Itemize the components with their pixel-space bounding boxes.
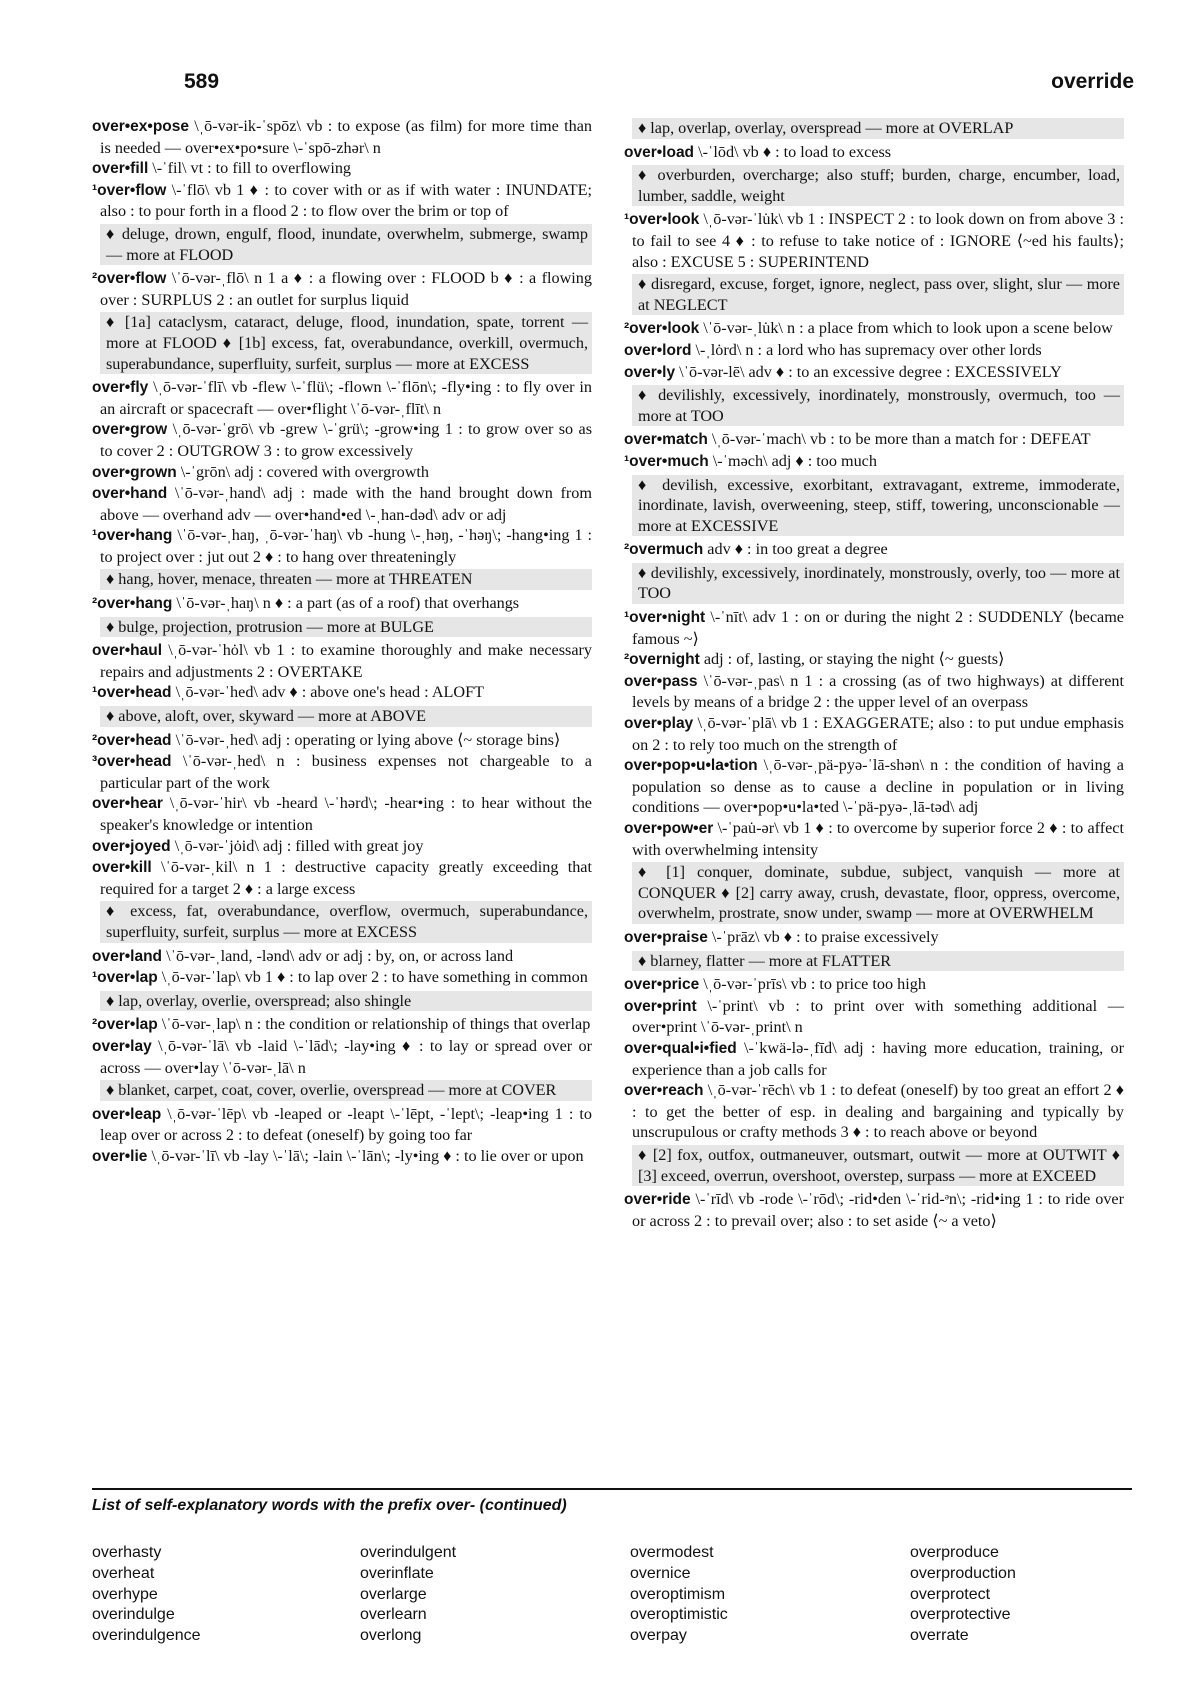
entry-definition: \ˈō-vər-ˌhaŋ\ n ♦ : a part (as of a roof) that overhangs xyxy=(172,594,520,613)
dictionary-entry xyxy=(92,1014,592,1036)
guide-word: override xyxy=(1051,70,1134,93)
entry-headword: over•ex•pose xyxy=(92,118,190,135)
entry-headword: over•lie xyxy=(92,1147,148,1165)
dictionary-entry xyxy=(624,755,1124,818)
word-list-item: overindulgence xyxy=(92,1627,201,1645)
word-list-item: overoptimistic xyxy=(630,1606,728,1624)
word-list-item: overindulgent xyxy=(360,1544,457,1561)
dictionary-entry xyxy=(92,377,592,419)
word-list-column xyxy=(92,1543,352,1647)
entry-definition: \-ˌlȯrd\ n : a lord who has supremacy over other lords xyxy=(691,340,1042,359)
dictionary-entry xyxy=(624,451,1124,473)
dictionary-entry xyxy=(92,967,592,989)
entry-definition: \ˌō-vər-ˈhir\ vb -heard \-ˈhərd\; -hear•ing : to hear without the speaker's knowledge or intention xyxy=(100,794,592,834)
dictionary-entry xyxy=(624,927,1124,949)
entry-headword: ²over•hang xyxy=(92,595,173,613)
section-divider xyxy=(92,1488,1132,1490)
entry-definition: \ˌō-vər-ˈlap\ vb 1 ♦ : to lap over 2 : to have something in common xyxy=(157,968,588,987)
dictionary-entry xyxy=(624,818,1124,860)
dictionary-entry xyxy=(92,525,592,567)
synonym-block: ♦ overburden, overcharge; also stuff; burden, charge, encumber, load, lumber, saddle, weight xyxy=(632,165,1124,206)
dictionary-entry xyxy=(624,713,1124,755)
dictionary-entry xyxy=(624,1080,1124,1143)
entry-headword: over•ride xyxy=(624,1191,691,1209)
entry-headword: ²over•look xyxy=(624,320,700,338)
word-list-item: overheat xyxy=(92,1564,155,1582)
entry-definition: \ˌō-vər-ˈhȯl\ vb 1 : to examine thoroughly and make necessary repairs and adjustments 2 : OVERTAKE xyxy=(100,641,592,681)
entry-definition: \ˈō-vər-ˌhed\ n : business expenses not chargeable to a particular part of the work xyxy=(100,752,592,792)
word-list-item: overlarge xyxy=(360,1585,427,1603)
entry-definition: \ˈō-vər-ˌland, -lənd\ adv or adj : by, on, or across land xyxy=(162,946,514,965)
entry-headword: ¹over•look xyxy=(624,211,700,229)
entry-headword: ²over•flow xyxy=(92,270,167,288)
dictionary-entry xyxy=(624,362,1124,384)
entry-headword: ¹over•hang xyxy=(92,527,173,545)
entry-headword: over•joyed xyxy=(92,837,171,855)
dictionary-entry xyxy=(92,793,592,835)
synonym-block: ♦ blanket, carpet, coat, cover, overlie, overspread — more at COVER xyxy=(100,1080,592,1101)
dictionary-entry xyxy=(624,539,1124,561)
dictionary-entry xyxy=(624,340,1124,362)
entry-definition: \-ˈnīt\ adv 1 : on or during the night 2 : SUDDENLY ⟨became famous ~⟩ xyxy=(632,608,1124,648)
entry-definition: \ˌō-vər-ˈhed\ adv ♦ : above one's head : ALOFT xyxy=(171,683,484,702)
entry-headword: over•load xyxy=(624,143,695,161)
dictionary-entry xyxy=(92,1104,592,1146)
entry-definition: \ˌō-vər-ˌpä-pyə-ˈlā-shən\ n : the condition of having a population so dense as to cause a decline in population or in living conditions — over•pop•u•la•ted \-ˈpä-pyə-ˌlā-təd\ adj xyxy=(632,756,1124,817)
entry-definition: \ˈō-vər-ˌhaŋ, ˌō-vər-ˈhaŋ\ vb -hung \-ˌhəŋ, -ˈhəŋ\; -hang•ing 1 : to project over : jut out 2 ♦ : to hang over threateningly xyxy=(100,526,592,566)
dictionary-entry xyxy=(92,730,592,752)
entry-headword: ¹over•head xyxy=(92,684,172,702)
synonym-block: ♦ blarney, flatter — more at FLATTER xyxy=(632,951,1124,972)
entry-headword: ²overnight xyxy=(624,651,700,669)
dictionary-entry xyxy=(92,158,592,180)
entry-headword: over•kill xyxy=(92,859,152,877)
dictionary-entry xyxy=(624,649,1124,671)
word-list-item: overindulge xyxy=(92,1606,175,1624)
synonym-block: ♦ devilishly, excessively, inordinately, monstrously, overmuch, too — more at TOO xyxy=(632,385,1124,426)
word-list-item: overproduce xyxy=(910,1544,999,1561)
dictionary-entry xyxy=(92,751,592,793)
synonym-block: ♦ [2] fox, outfox, outmaneuver, outsmart, outwit — more at OUTWIT ♦ [3] exceed, overrun, overshoot, overstep, surpass — more at EXCEED xyxy=(632,1145,1124,1186)
entry-headword: over•praise xyxy=(624,928,708,946)
entry-headword: over•hand xyxy=(92,485,168,503)
synonym-block: ♦ deluge, drown, engulf, flood, inundate, overwhelm, submerge, swamp — more at FLOOD xyxy=(100,224,592,265)
entry-definition: \-ˈməch\ adj ♦ : too much xyxy=(708,451,877,470)
entry-definition: \ˈō-vər-ˌhand\ adj : made with the hand brought down from above — overhand adv — over•hand•ed \-ˌhan-dəd\ adv or adj xyxy=(100,484,592,524)
synonym-block: ♦ disregard, excuse, forget, ignore, neglect, pass over, slight, slur — more at NEGLECT xyxy=(632,274,1124,315)
word-list-item: overrate xyxy=(910,1627,969,1645)
dictionary-entry xyxy=(624,429,1124,451)
entry-headword: over•pow•er xyxy=(624,820,714,837)
entry-headword: over•reach xyxy=(624,1082,704,1100)
entry-definition: \ˈō-vər-ˌflō\ n 1 a ♦ : a flowing over : FLOOD b ♦ : a flowing over : SURPLUS 2 : an outlet for surplus liquid xyxy=(100,269,592,309)
dictionary-entry xyxy=(624,1189,1124,1231)
entry-definition: \ˌō-vər-ˈlā\ vb -laid \-ˈlād\; -lay•ing ♦ : to lay or spread over or across — over•lay \ˈō-vər-ˌlā\ n xyxy=(100,1036,592,1077)
dictionary-entry xyxy=(92,180,592,222)
word-list-item: overoptimism xyxy=(630,1585,726,1603)
word-list-item: overhype xyxy=(92,1585,158,1603)
entry-headword: over•ly xyxy=(624,363,676,381)
synonym-block: ♦ above, aloft, over, skyward — more at ABOVE xyxy=(100,706,592,727)
dictionary-entry xyxy=(624,996,1124,1038)
entry-definition: \ˌō-vər-ˈrēch\ vb 1 : to defeat (oneself) by too great an effort 2 ♦ : to get the better of esp. in dealing and bargaining and typically by unscrupulous or crafty methods 3 ♦ : to reach above or beyond xyxy=(632,1081,1124,1142)
entry-definition: \-ˈfil\ vt : to fill to overflowing xyxy=(148,159,352,178)
entry-definition: adv ♦ : in too great a degree xyxy=(703,540,888,559)
synonym-block: ♦ hang, hover, menace, threaten — more at THREATEN xyxy=(100,569,592,590)
entry-headword: over•pass xyxy=(624,672,698,690)
entry-headword: over•grow xyxy=(92,421,168,439)
dictionary-entry xyxy=(624,142,1124,164)
entry-definition: \ˌō-vər-ˈgrō\ vb -grew \-ˈgrü\; -grow•ing 1 : to grow over so as to cover 2 : OUTGROW 3 : to grow excessively xyxy=(100,420,592,460)
word-list-item: overlearn xyxy=(360,1606,427,1624)
entry-headword: over•land xyxy=(92,947,163,965)
word-list-column xyxy=(360,1543,620,1647)
dictionary-entry xyxy=(92,640,592,682)
entry-definition: \-ˈpau̇-ər\ vb 1 ♦ : to overcome by superior force 2 ♦ : to affect with overwhelming intensity xyxy=(632,819,1124,859)
entry-headword: over•leap xyxy=(92,1105,162,1123)
word-list-item: overhasty xyxy=(92,1544,162,1561)
dictionary-entry xyxy=(624,1038,1124,1080)
entry-headword: over•fill xyxy=(92,160,149,178)
entry-definition: \ˌō-vər-ˈmach\ vb : to be more than a match for : DEFEAT xyxy=(707,430,1091,449)
synonym-block: ♦ [1] conquer, dominate, subdue, subject, vanquish — more at CONQUER ♦ [2] carry away, crush, devastate, floor, oppress, overcome, overwhelm, prostrate, snow under, swamp — more at OVERWHELM xyxy=(632,862,1124,924)
entry-headword: over•price xyxy=(624,976,700,994)
dictionary-entry xyxy=(92,116,592,158)
word-list-item: overlong xyxy=(360,1627,422,1645)
entry-definition: \-ˈprint\ vb : to print over with something additional — over•print \ˈō-vər-ˌprint\ n xyxy=(632,996,1124,1037)
dictionary-entry xyxy=(92,462,592,484)
entry-definition: \-ˈkwä-lə-ˌfīd\ adj : having more education, training, or experience than a job calls for xyxy=(632,1038,1124,1079)
entry-definition: \ˈō-vər-lē\ adv ♦ : to an excessive degree : EXCESSIVELY xyxy=(675,362,1062,381)
word-list-title: List of self-explanatory words with the prefix over- (continued) xyxy=(92,1497,567,1514)
entry-headword: ¹over•flow xyxy=(92,181,167,199)
synonym-block: ♦ lap, overlay, overlie, overspread; also shingle xyxy=(100,991,592,1012)
entry-definition: \ˌō-vər-ˈprīs\ vb : to price too high xyxy=(699,975,926,994)
synonym-block: ♦ lap, overlap, overlay, overspread — more at OVERLAP xyxy=(632,118,1124,139)
word-list-item: overprotect xyxy=(910,1585,991,1603)
entry-headword: over•print xyxy=(624,997,697,1015)
entry-definition: \ˈō-vər-ˌkil\ n 1 : destructive capacity greatly exceeding that required for a target 2 ♦ : a large excess xyxy=(100,858,592,898)
entry-definition: \ˈō-vər-ˌpas\ n 1 : a crossing (as of two highways) at different levels by means of a bridge 2 : the upper level of an overpass xyxy=(632,671,1124,712)
dictionary-entry xyxy=(92,593,592,615)
entry-definition: \ˌō-vər-ˈplā\ vb 1 : EXAGGERATE; also : to put undue emphasis on 2 : to rely too much on the strength of xyxy=(632,714,1124,754)
word-list-item: overmodest xyxy=(630,1544,714,1561)
left-column xyxy=(92,116,592,1168)
entry-definition: \ˈō-vər-ˌlap\ n : the condition or relationship of things that overlap xyxy=(157,1015,591,1034)
dictionary-entry xyxy=(92,682,592,704)
entry-headword: ²over•head xyxy=(92,731,172,749)
entry-headword: over•match xyxy=(624,431,708,449)
word-list-item: overprotective xyxy=(910,1606,1011,1624)
entry-headword: over•haul xyxy=(92,642,163,660)
entry-definition: \ˈō-vər-ˌlu̇k\ n : a place from which to look upon a scene below xyxy=(699,319,1113,338)
dictionary-entry xyxy=(92,268,592,310)
entry-headword: ¹over•lap xyxy=(92,969,158,987)
word-list-item: overpay xyxy=(630,1627,687,1645)
entry-headword: ¹over•night xyxy=(624,609,706,627)
entry-definition: \ˌō-vər-ˈlī\ vb -lay \-ˈlā\; -lain \-ˈlān\; -ly•ing ♦ : to lie over or upon xyxy=(147,1146,584,1165)
synonym-block: ♦ devilishly, excessively, inordinately, monstrously, overly, too — more at TOO xyxy=(632,563,1124,604)
entry-definition: \ˈō-vər-ˌhed\ adj : operating or lying above ⟨~ storage bins⟩ xyxy=(171,730,561,749)
word-list-column xyxy=(630,1543,890,1647)
entry-definition: \-ˈflō\ vb 1 ♦ : to cover with or as if with water : INUNDATE; also : to pour forth in a flood 2 : to flow over the brim or top of xyxy=(100,180,592,221)
entry-headword: over•pop•u•la•tion xyxy=(624,757,758,775)
synonym-block: ♦ excess, fat, overabundance, overflow, overmuch, superabundance, superfluity, surfeit, surplus — more at EXCESS xyxy=(100,901,592,942)
dictionary-entry xyxy=(92,857,592,899)
right-column xyxy=(624,116,1124,1231)
entry-definition: \ˌō-vər-ˈflī\ vb -flew \-ˈflü\; -flown \-ˈflōn\; -fly•ing : to fly over in an aircraft or spacecraft — over•flight \ˈō-vər-ˌflīt\ n xyxy=(100,378,592,418)
entry-headword: over•fly xyxy=(92,379,149,397)
entry-headword: over•play xyxy=(624,715,694,733)
word-list-column xyxy=(910,1543,1170,1647)
synonym-block: ♦ [1a] cataclysm, cataract, deluge, flood, inundation, spate, torrent — more at FLOOD ♦ [1b] excess, fat, overabundance, overkill, overmuch, superabundance, superfluity, surfeit, surplus — more at EXCESS xyxy=(100,312,592,374)
entry-definition: \-ˈrīd\ vb -rode \-ˈrōd\; -rid•den \-ˈrid-ᵊn\; -rid•ing 1 : to ride over or across 2 : to prevail over; also : to set aside ⟨~ a veto⟩ xyxy=(632,1190,1124,1230)
dictionary-entry xyxy=(624,209,1124,272)
dictionary-entry xyxy=(92,1036,592,1078)
word-list-item: overnice xyxy=(630,1564,691,1582)
entry-headword: ³over•head xyxy=(92,753,172,771)
word-list-item: overproduction xyxy=(910,1564,1016,1582)
dictionary-entry xyxy=(624,318,1124,340)
entry-headword: over•lay xyxy=(92,1037,152,1055)
entry-headword: ¹over•much xyxy=(624,452,709,470)
dictionary-entry xyxy=(92,419,592,461)
synonym-block: ♦ devilish, excessive, exorbitant, extravagant, extreme, immoderate, inordinate, lavish, overweening, steep, stiff, towering, unconscionable — more at EXCESSIVE xyxy=(632,475,1124,537)
entry-headword: ²over•lap xyxy=(92,1016,158,1034)
dictionary-entry xyxy=(624,974,1124,996)
entry-definition: \ˌō-vər-ik-ˈspōz\ vb : to expose (as film) for more time than is needed — over•ex•po•sure \-ˈspō-zhər\ n xyxy=(100,117,592,157)
entry-definition: \ˌō-vər-ˈjȯid\ adj : filled with great joy xyxy=(170,836,424,855)
entry-definition: \-ˈprāz\ vb ♦ : to praise excessively xyxy=(707,927,939,946)
dictionary-entry xyxy=(92,483,592,525)
dictionary-entry xyxy=(624,671,1124,713)
entry-headword: over•lord xyxy=(624,341,692,359)
entry-headword: over•qual•i•fied xyxy=(624,1039,737,1057)
entry-definition: adj : of, lasting, or staying the night ⟨~ guests⟩ xyxy=(699,650,1005,669)
dictionary-entry xyxy=(92,836,592,858)
entry-headword: ²overmuch xyxy=(624,541,704,559)
word-list-item: overinflate xyxy=(360,1564,434,1582)
entry-headword: over•grown xyxy=(92,463,177,481)
entry-definition: \ˌō-vər-ˈlu̇k\ vb 1 : INSPECT 2 : to look down on from above 3 : to fail to see 4 ♦ : to refuse to take notice of : IGNORE ⟨~ed his faults⟩; also : EXCUSE 5 : SUPERINTEND xyxy=(632,210,1124,271)
entry-definition: \ˌō-vər-ˈlēp\ vb -leaped or -leapt \-ˈlēpt, -ˈlept\; -leap•ing 1 : to leap over or across 2 : to defeat (oneself) by going too far xyxy=(100,1104,592,1145)
dictionary-entry xyxy=(624,607,1124,649)
entry-headword: over•hear xyxy=(92,795,163,813)
entry-definition: \-ˈlōd\ vb ♦ : to load to excess xyxy=(694,142,892,161)
entry-definition: \-ˈgrōn\ adj : covered with overgrowth xyxy=(176,462,430,481)
dictionary-entry xyxy=(92,946,592,968)
page-number: 589 xyxy=(184,70,220,93)
synonym-block: ♦ bulge, projection, protrusion — more at BULGE xyxy=(100,617,592,638)
dictionary-entry xyxy=(92,1146,592,1168)
